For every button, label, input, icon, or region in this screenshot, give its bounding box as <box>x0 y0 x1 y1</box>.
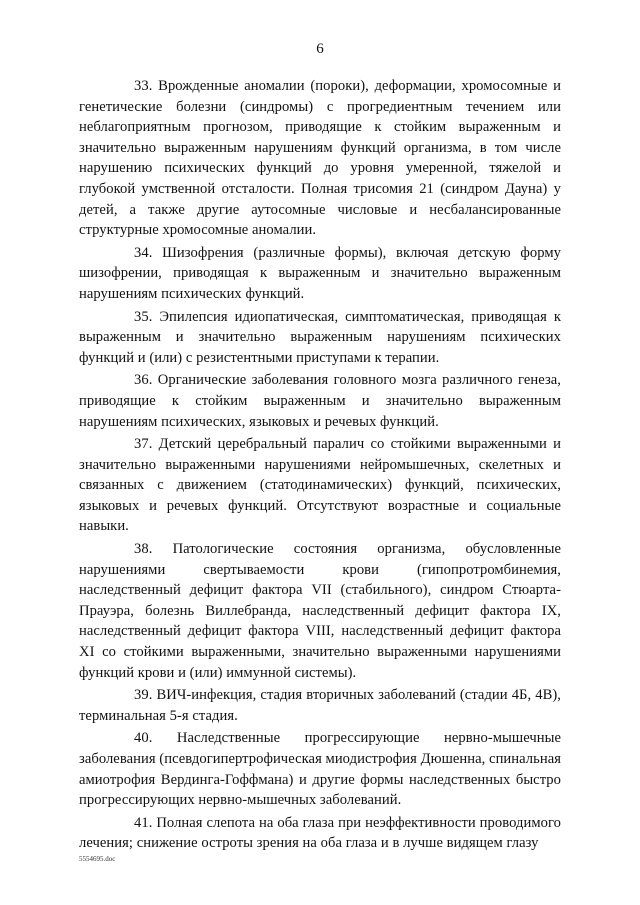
document-body <box>79 76 561 856</box>
paragraph-39: 39. ВИЧ-инфекция, стадия вторичных заболеваний (стадии 4Б, 4В), терминальная 5-я стадия. <box>79 687 561 724</box>
document-footer: 5554695.doc <box>79 855 116 863</box>
paragraph-33: 33. Врожденные аномалии (пороки), деформации, хромосомные и генетические болезни (синдромы) с прогредиентным течением или неблагоприятным прогнозом, приводящие к стойким выраженным и значительно выраженным нарушениям функций организма, в том числе нарушению психических функций до уровня умеренной, тяжелой и глубокой умственной отсталости. Полная трисомия 21 (синдром Дауна) у детей, а также другие аутосомные числовые и несбалансированные структурные хромосомные аномалии. <box>79 78 561 239</box>
paragraph-38: 38. Патологические состояния организма, обусловленные нарушениями свертываемости крови (гипопротромбинемия, наследственный дефицит фактора VII (стабильного), синдром Стюарта-Прауэра, болезнь Виллебранда, наследственный дефицит фактора IX, наследственный дефицит фактора VIII, наследственный дефицит фактора XI со стойкими выраженными, значительно выраженными нарушениями функций крови и (или) иммунной системы). <box>79 541 561 681</box>
paragraph-40: 40. Наследственные прогрессирующие нервно-мышечные заболевания (псевдогипертрофическая миодистрофия Дюшенна, спинальная амиотрофия Вердинга-Гоффмана) и другие формы наследственных быстро прогрессирующих нервно-мышечных заболеваний. <box>79 730 561 809</box>
paragraph-37: 37. Детский церебральный паралич со стойкими выраженными и значительно выраженными нарушениями нейромышечных, скелетных и связанных с движением (статодинамических) функций, психических, языковых и речевых функций. Отсутствуют возрастные и социальные навыки. <box>79 436 561 535</box>
page-number: 6 <box>316 41 324 57</box>
paragraph-41: 41. Полная слепота на оба глаза при неэффективности проводимого лечения; снижение остроты зрения на оба глаза и в лучше видящем глазу <box>79 814 561 852</box>
paragraph-35: 35. Эпилепсия идиопатическая, симптоматическая, приводящая к выраженным и значительно выраженным нарушениям психических функций и (или) с резистентными приступами к терапии. <box>79 308 561 366</box>
paragraph-34: 34. Шизофрения (различные формы), включая детскую форму шизофрении, приводящая к выраженным и значительно выраженным нарушениям психических функций. <box>79 244 561 302</box>
paragraph-36: 36. Органические заболевания головного мозга различного генеза, приводящие к стойким выраженным и значительно выраженным нарушениям психических, языковых и речевых функций. <box>79 372 561 430</box>
